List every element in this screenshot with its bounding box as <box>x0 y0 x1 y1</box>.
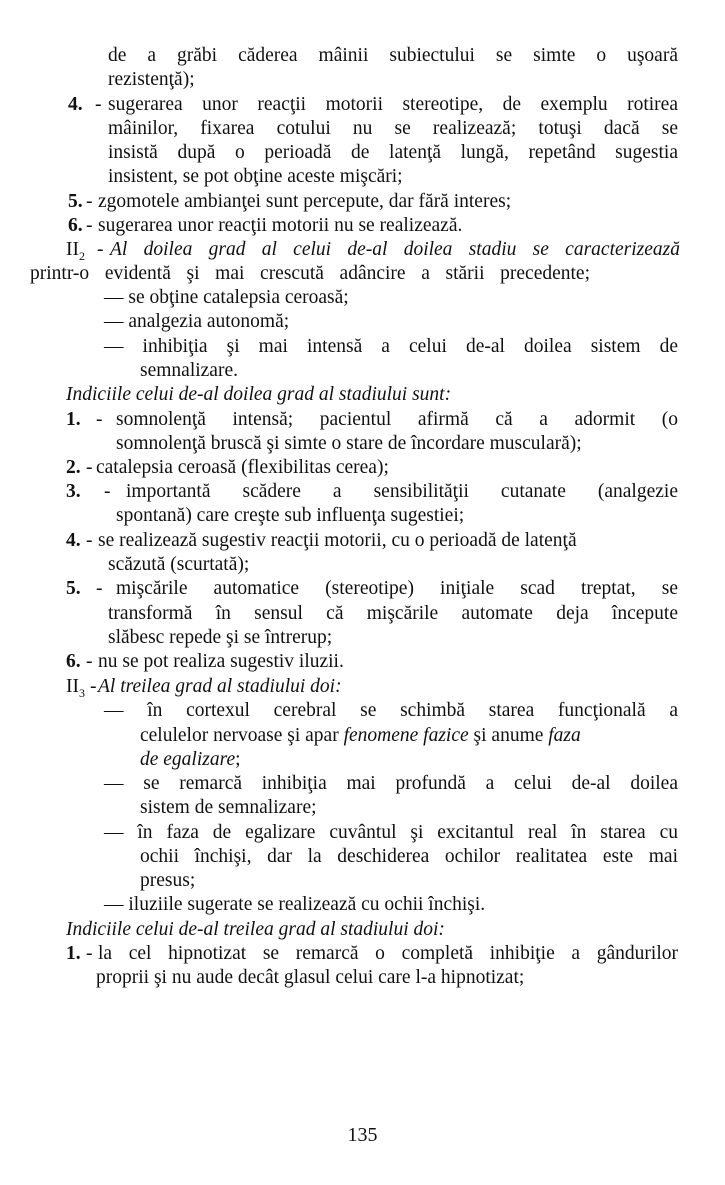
emphasis-text: de egalizare <box>140 749 236 770</box>
text-line: zgomotele ambianţei sunt percepute, dar fără interes; <box>98 191 512 212</box>
text-line: — se remarcă inhibiţia mai profundă a celui de-al doilea <box>104 773 678 794</box>
text-line <box>140 724 581 748</box>
text-line: se realizează sugestiv reacţii motorii, cu o perioadă de latenţă <box>98 530 577 551</box>
list-dash: - <box>104 481 111 502</box>
emphasis-text: faza <box>548 725 581 746</box>
list-number: 6. <box>66 651 81 672</box>
text-line: — iluziile sugerate se realizează cu ochii închişi. <box>104 894 486 915</box>
text-line: nu se pot realiza sugestiv iluzii. <box>98 651 344 672</box>
emphasis-text: fenomene fazice <box>343 725 469 746</box>
list-dash: - <box>86 191 93 212</box>
text-line: sugerarea unor reacţii motorii stereotipe, de exemplu rotirea <box>108 94 678 115</box>
list-number: 3. <box>66 481 81 502</box>
page-number: 135 <box>347 1124 378 1146</box>
text-line: rezistenţă); <box>108 69 195 90</box>
text-line: semnalizare. <box>140 360 238 381</box>
section-heading: Al treilea grad al stadiului doi: <box>98 676 342 697</box>
text-line <box>140 748 241 772</box>
text-line: catalepsia ceroasă (flexibilitas cerea); <box>96 457 389 478</box>
text-line: transformă în sensul că mişcările automate deja începute <box>108 603 678 624</box>
list-number: 5. <box>68 191 83 212</box>
text-line: importantă scădere a sensibilităţii cutanate (analgezie <box>126 481 678 502</box>
text-line: — în faza de egalizare cuvântul şi excitantul real în starea cu <box>104 822 678 843</box>
list-dash: - <box>86 215 93 236</box>
section-marker-label: II <box>66 239 79 260</box>
list-number: 6. <box>68 215 83 236</box>
list-dash: - <box>95 94 102 115</box>
list-number: 1. <box>66 409 81 430</box>
section-marker-label: II <box>66 676 79 697</box>
list-dash: - <box>86 943 93 964</box>
text-line: somnolenţă intensă; pacientul afirmă că a adormit (o <box>116 409 678 430</box>
text-line: de a grăbi căderea mâinii subiectului se simte o uşoară <box>108 45 678 66</box>
section-marker <box>66 675 85 705</box>
text-line: — analgezia autonomă; <box>104 311 290 332</box>
text-segment: celulelor nervoase şi apar <box>140 725 339 746</box>
list-dash: - <box>96 409 103 430</box>
section-heading: Al doilea grad al celui de-al doilea stadiu se caracterizează <box>110 239 680 260</box>
text-line: insistă după o perioadă de latenţă lungă, repetând sugestia <box>108 142 678 163</box>
text-line: somnolenţă bruscă şi simte o stare de încordare musculară); <box>116 433 582 454</box>
text-line: slăbesc repede şi se întrerup; <box>108 627 333 648</box>
list-dash: - <box>97 239 104 260</box>
section-marker-subscript: 2 <box>79 248 85 263</box>
list-dash: - <box>90 676 97 697</box>
list-number: 4. <box>66 530 81 551</box>
list-dash: - <box>86 530 93 551</box>
section-marker-subscript: 3 <box>79 685 85 700</box>
text-line: — în cortexul cerebral se schimbă starea funcţională a <box>104 700 678 721</box>
text-line: insistent, se pot obţine aceste mişcări; <box>108 166 403 187</box>
list-dash: - <box>86 457 93 478</box>
list-number: 1. <box>66 943 81 964</box>
text-line: printr-o evidentă şi mai crescută adâncire a stării precedente; <box>30 263 590 284</box>
text-line: scăzută (scurtată); <box>108 554 250 575</box>
text-line: mişcările automatice (stereotipe) iniţiale scad treptat, se <box>116 578 678 599</box>
list-number: 5. <box>66 578 81 599</box>
text-segment: ; <box>235 749 241 770</box>
text-segment: şi anume <box>473 725 544 746</box>
text-line: — se obţine catalepsia ceroasă; <box>104 287 349 308</box>
text-line: — inhibiţia şi mai intensă a celui de-al doilea sistem de <box>104 336 678 357</box>
text-line: mâinilor, fixarea cotului nu se realizează; totuşi dacă se <box>108 118 678 139</box>
text-line: spontană) care creşte sub influenţa sugestiei; <box>116 505 465 526</box>
section-heading: Indiciile celui de-al doilea grad al stadiului sunt: <box>66 384 452 405</box>
text-line: presus; <box>140 870 196 891</box>
list-number: 2. <box>66 457 81 478</box>
list-dash: - <box>96 578 103 599</box>
text-line: sugerarea unor reacţii motorii nu se realizează. <box>98 215 463 236</box>
list-dash: - <box>86 651 93 672</box>
list-number: 4. <box>68 94 83 115</box>
section-heading: Indiciile celui de-al treilea grad al stadiului doi: <box>66 919 445 940</box>
text-line: la cel hipnotizat se remarcă o completă inhibiţie a gândurilor <box>98 943 678 964</box>
text-line: proprii şi nu aude decât glasul celui care l-a hipnotizat; <box>96 967 525 988</box>
text-line: ochii închişi, dar la deschiderea ochilor realitatea este mai <box>140 846 678 867</box>
text-line: sistem de semnalizare; <box>140 797 317 818</box>
